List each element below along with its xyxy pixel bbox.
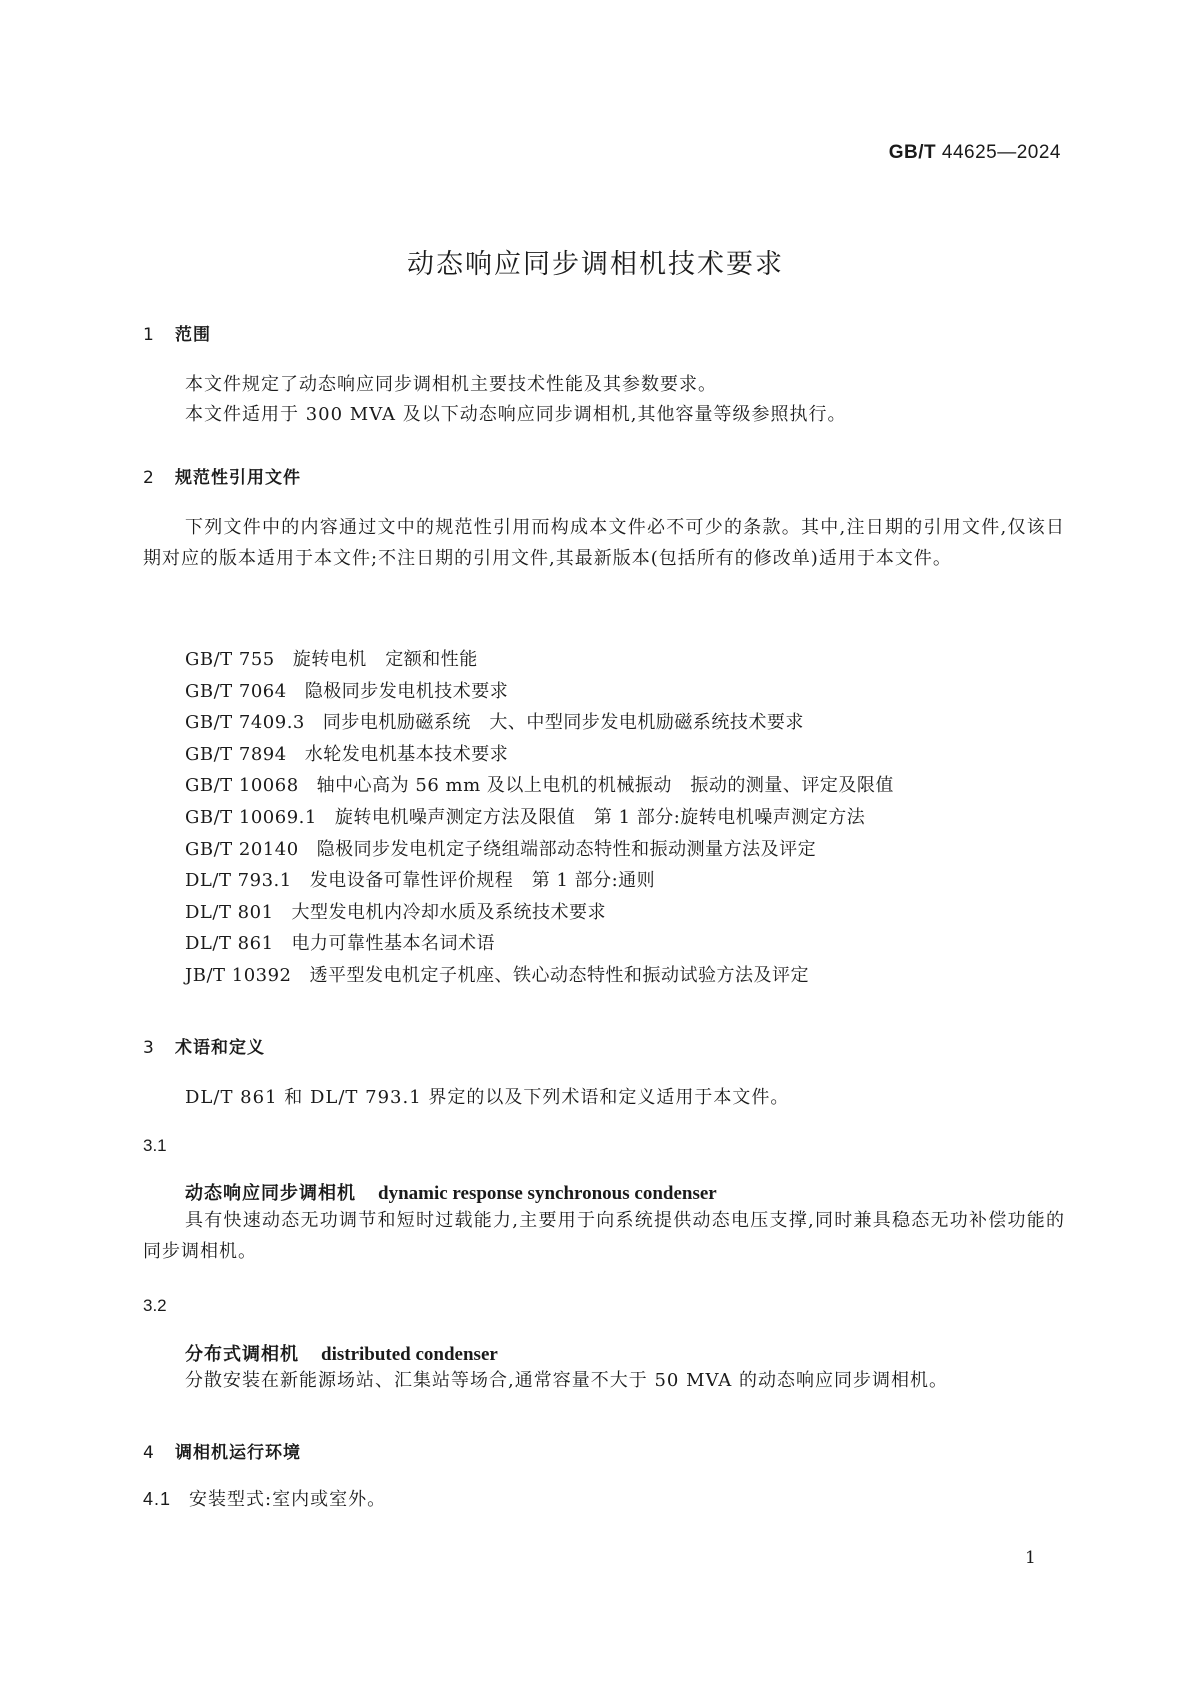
term-english: distributed condenser xyxy=(321,1344,498,1365)
reference-title: 水轮发电机基本技术要求 xyxy=(304,743,509,765)
reference-code: GB/T 7064 xyxy=(185,680,287,702)
term-chinese: 分布式调相机 xyxy=(185,1344,299,1365)
section-4-heading xyxy=(143,1438,301,1463)
term-heading xyxy=(185,1340,498,1366)
term-heading xyxy=(185,1179,717,1205)
document-title: 动态响应同步调相机技术要求 xyxy=(407,249,784,280)
section-number: 3 xyxy=(143,1038,155,1058)
section-title: 调相机运行环境 xyxy=(175,1443,301,1463)
clause-number: 4.1 xyxy=(143,1489,172,1509)
section-title: 范围 xyxy=(175,325,211,345)
reference-item xyxy=(185,645,894,677)
reference-item xyxy=(185,866,894,898)
reference-title: 轴中心高为 56 mm 及以上电机的机械振动 振动的测量、评定及限值 xyxy=(316,775,894,797)
section-2-intro: 下列文件中的内容通过文中的规范性引用而构成本文件必不可少的条款。其中,注日期的引用文件,仅该日期对应的版本适用于本文件;不注日期的引用文件,其最新版本(包括所有的修改单)适用于本文件。 xyxy=(143,517,1065,569)
section-1-paragraph-1: 本文件规定了动态响应同步调相机主要技术性能及其参数要求。 xyxy=(185,374,717,395)
section-2-heading xyxy=(143,463,301,488)
reference-title: 发电设备可靠性评价规程 第 1 部分:通则 xyxy=(309,870,656,892)
reference-title: 隐极同步发电机技术要求 xyxy=(304,680,509,702)
reference-code: DL/T 793.1 xyxy=(185,870,292,892)
reference-code: GB/T 10069.1 xyxy=(185,806,317,828)
reference-title: 旋转电机噪声测定方法及限值 第 1 部分:旋转电机噪声测定方法 xyxy=(334,806,866,828)
reference-title: 透平型发电机定子机座、铁心动态特性和振动试验方法及评定 xyxy=(309,964,809,986)
reference-item xyxy=(185,803,894,835)
reference-title: 同步电机励磁系统 大、中型同步发电机励磁系统技术要求 xyxy=(322,712,804,734)
reference-title: 隐极同步发电机定子绕组端部动态特性和振动测量方法及评定 xyxy=(316,838,817,860)
reference-item xyxy=(185,835,894,867)
reference-item xyxy=(185,929,894,961)
reference-code: DL/T 861 xyxy=(185,933,274,955)
term-number: 3.2 xyxy=(143,1296,167,1315)
section-title: 规范性引用文件 xyxy=(175,468,301,488)
reference-code: DL/T 801 xyxy=(185,901,274,923)
reference-code: GB/T 10068 xyxy=(185,775,299,797)
reference-item xyxy=(185,740,894,772)
standard-code xyxy=(889,142,1061,164)
term-chinese: 动态响应同步调相机 xyxy=(185,1183,356,1204)
section-number: 4 xyxy=(143,1443,155,1463)
reference-item xyxy=(185,708,894,740)
page-number: 1 xyxy=(1025,1548,1036,1568)
reference-code: GB/T 20140 xyxy=(185,838,299,860)
reference-item xyxy=(185,771,894,803)
reference-code: JB/T 10392 xyxy=(185,964,292,986)
section-3-heading xyxy=(143,1033,265,1058)
term-definition: 具有快速动态无功调节和短时过载能力,主要用于向系统提供动态电压支撑,同时兼具稳态无功补偿功能的同步调相机。 xyxy=(143,1210,1065,1262)
reference-title: 旋转电机 定额和性能 xyxy=(292,649,478,670)
section-1-heading xyxy=(143,320,211,345)
clause-4-1 xyxy=(143,1485,386,1511)
term-definition: 分散安装在新能源场站、汇集站等场合,通常容量不大于 50 MVA 的动态响应同步调相机。 xyxy=(185,1370,948,1391)
reference-title: 大型发电机内冷却水质及系统技术要求 xyxy=(291,901,607,923)
reference-code: GB/T 755 xyxy=(185,649,275,670)
reference-list xyxy=(185,645,894,993)
reference-item xyxy=(185,898,894,930)
reference-title: 电力可靠性基本名词术语 xyxy=(291,933,496,955)
reference-item xyxy=(185,961,894,993)
section-number: 1 xyxy=(143,325,155,345)
term-number: 3.1 xyxy=(143,1136,167,1155)
section-1-paragraph-2: 本文件适用于 300 MVA 及以下动态响应同步调相机,其他容量等级参照执行。 xyxy=(185,404,847,425)
clause-text: 安装型式:室内或室外。 xyxy=(189,1489,387,1510)
section-title: 术语和定义 xyxy=(175,1038,265,1058)
reference-code: GB/T 7894 xyxy=(185,743,287,765)
reference-code: GB/T 7409.3 xyxy=(185,712,305,734)
reference-item xyxy=(185,677,894,709)
standard-code-number: 44625—2024 xyxy=(941,142,1061,163)
section-number: 2 xyxy=(143,468,155,488)
section-3-intro: DL/T 861 和 DL/T 793.1 界定的以及下列术语和定义适用于本文件。 xyxy=(185,1087,790,1108)
term-english: dynamic response synchronous condenser xyxy=(378,1183,717,1204)
standard-code-prefix: GB/T xyxy=(888,142,937,163)
